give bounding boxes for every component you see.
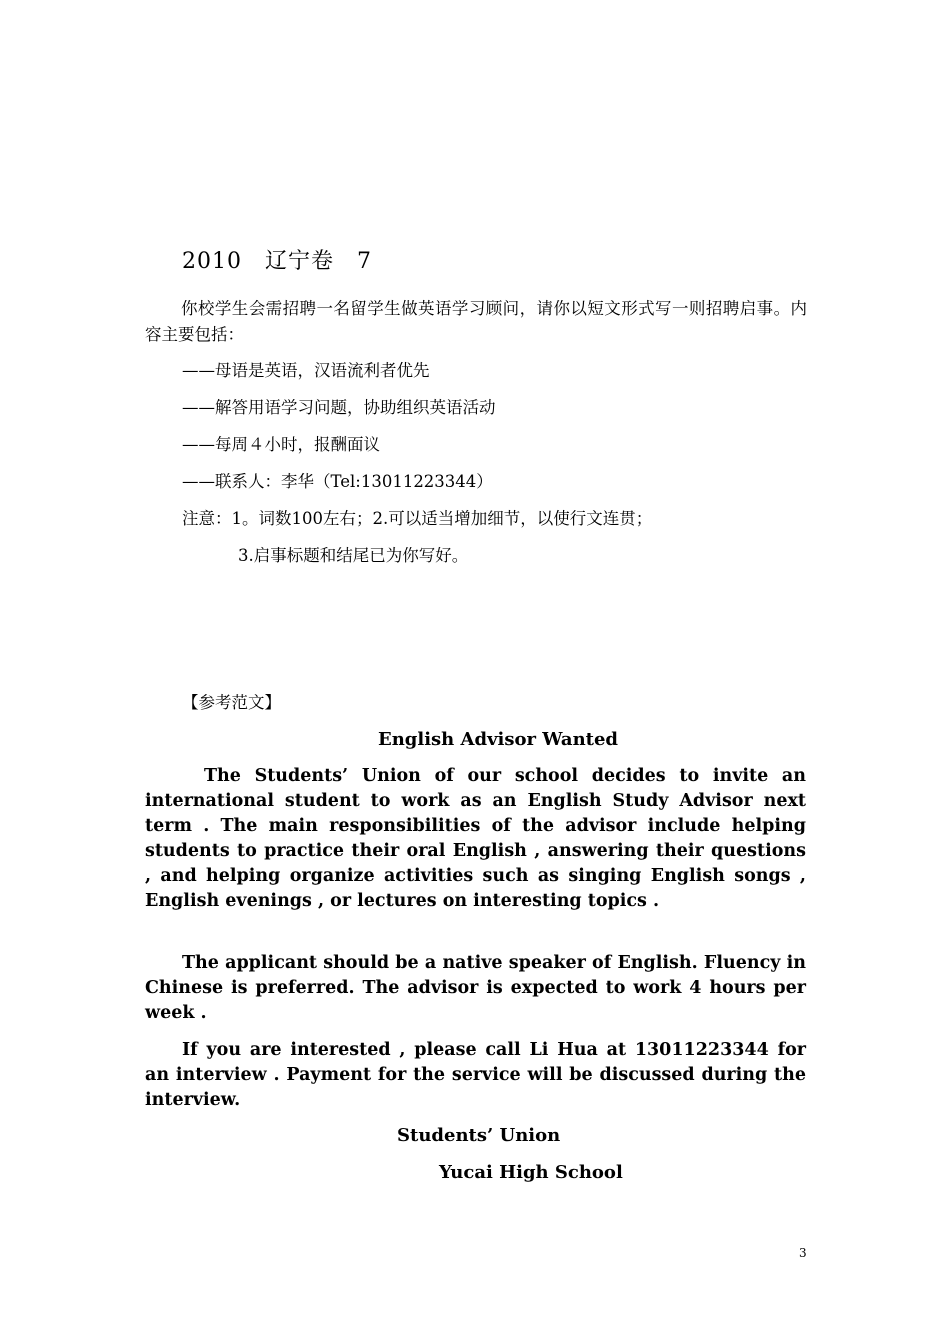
essay-paragraph: If you are interested , please call Li Hua at 13011223344 for an interview . Payment for the service will be discussed during the interview. [145, 1040, 806, 1110]
note-line: 注意：1。词数100左右；2.可以适当增加细节，以使行文连贯； [182, 509, 653, 528]
page-number: 3 [799, 1246, 807, 1260]
signature-school: Yucai High School [439, 1162, 623, 1183]
essay-paragraph: The Students’ Union of our school decides to invite an international student to work as an English Study Advisor next term . The main responsibilities of the advisor include helping students to practice their oral English , answering their questions , and helping organize activities such as singing English songs , English evenings , or lectures on interesting topics . [145, 766, 806, 911]
requirement-item: ——母语是英语，汉语流利者优先 [182, 361, 430, 380]
note-line-continued: 3.启事标题和结尾已为你写好。 [238, 546, 469, 565]
essay-title-text: English Advisor Wanted [377, 729, 619, 750]
requirement-item: ——联系人：李华（Tel:13011223344） [182, 472, 493, 491]
essay-paragraph: The applicant should be a native speaker of English. Fluency in Chinese is preferred. The advisor is expected to work 4 hours per week . [145, 953, 806, 1023]
essay-title [0, 727, 950, 753]
reference-label: 【参考范文】 [182, 693, 281, 712]
signature-organization: Students’ Union [397, 1125, 561, 1146]
requirement-item: ——每周４小时，报酬面议 [182, 435, 380, 454]
page-title: 2010 辽宁卷 7 [182, 249, 372, 274]
requirement-item: ——解答用语学习问题，协助组织英语活动 [182, 398, 496, 417]
prompt-intro: 你校学生会需招聘一名留学生做英语学习顾问，请你以短文形式写一则招聘启事。内容主要包括： [145, 299, 807, 344]
